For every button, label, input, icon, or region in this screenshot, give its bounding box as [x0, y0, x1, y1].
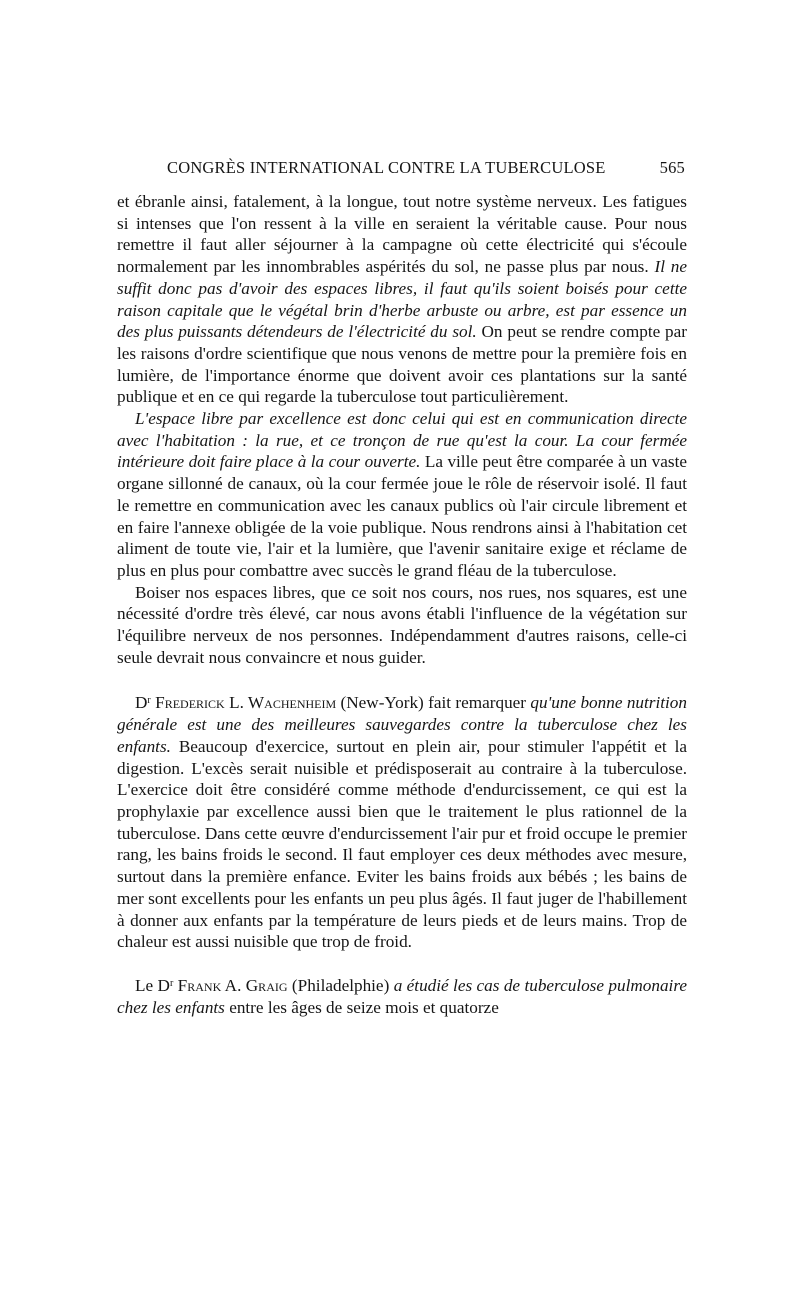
paragraph-2: L'espace libre par excellence est donc celui qui est en communication directe avec l'habitation : la rue, et ce tronçon de rue qu'est la cour. La cour fermée intérieure doit faire place à la cour ouverte. La ville peut être comparée à un vaste organe sillonné de canaux, où la cour fermée joue le rôle de réservoir isolé. Il faut le remettre en communication avec les canaux publics où l'air circule librement et en faire l'annexe obligée de la voie publique. Nous rendrons ainsi à l'habitation cet aliment de toute vie, l'air et la lumière, que l'avenir sanitaire exige et réclame de plus en plus pour combattre avec succès le grand fléau de la tuberculose. [117, 409, 687, 580]
paragraph-3: Boiser nos espaces libres, que ce soit nos cours, nos rues, nos squares, est une nécessité d'ordre très élevé, car nous avons établi l'influence de la végétation sur l'équilibre nerveux de nos personnes. Indépendamment d'autres raisons, celle-ci seule devrait nous convaincre et nous guider. [117, 582, 687, 667]
author-name: Frederick L. Wachenheim [155, 693, 337, 713]
emphasis: L'espace libre par excellence est donc celui qui est en communication directe avec l'habitation : la rue, et ce tronçon de rue qu'est la cour. La cour fermée intérieure doit faire place à la cour ouverte. [117, 409, 687, 472]
paragraph-5: Le $D^r$ Frank A. Graig (Philadelphie) a étudié les cas de tuberculose pulmonaire chez les enfants entre les âges de seize mois et quatorze [117, 975, 687, 1017]
author-name: Frank A. Graig [177, 975, 288, 995]
paragraph-4: $D^r$ Frederick L. Wachenheim (New-York) fait remarquer qu'une bonne nutrition générale est une des meilleures sauvegardes contre la tuberculose chez les enfants. Beaucoup d'exercice, surtout en plein air, pour stimuler l'appétit et la digestion. L'excès serait nuisible et prédisposerait au contraire à la tuberculose. L'exercice doit être considéré comme méthode d'endurcissement, ce qui est la prophylaxie par excellence aussi bien que le traitement le plus rationnel de la tuberculose. Dans cette œuvre d'endurcissement l'air pur et froid occupe le premier rang, les bains froids le second. Il faut employer ces deux méthodes avec mesure, surtout dans la première enfance. Eviter les bains froids aux bébés ; les bains de mer sont excellents pour les enfants un peu plus âgés. Il faut juger de l'habillement à donner aux enfants par la température de leurs pieds et de leurs mains. Trop de chaleur est aussi nuisible que trop de froid. [117, 693, 687, 952]
paragraph-1: et ébranle ainsi, fatalement, à la longue, tout notre système nerveux. Les fatigues si intenses que l'on ressent à la ville en seraient la véritable cause. Pour nous remettre il faut aller séjourner à la campagne où cette électricité qui s'écoule normalement par les innombrables aspérités du sol, ne passe plus par nous. Il ne suffit donc pas d'avoir des espaces libres, il faut qu'ils soient boisés pour cette raison capitale que le végétal brin d'herbe arbuste ou arbre, est par essence un des plus puissants détendeurs de l'électricité du sol. On peut se rendre compte par les raisons d'ordre scientifique que nous venons de mettre pour la première fois en lumière, de l'importance énorme que doivent avoir ces plantations sur la santé publique et en ce qui regarde la tuberculose tout particulièrement. [117, 192, 687, 407]
emphasis: qu'une bonne nutrition générale est une des meilleures sauvegardes contre la tuberculose chez les enfants. [117, 693, 687, 756]
running-header [167, 157, 685, 179]
page-number: 565 [659, 158, 685, 177]
body-text [117, 191, 687, 1018]
emphasis: a étudié les cas de tuberculose pulmonaire chez les enfants [117, 975, 687, 1017]
running-title: CONGRÈS INTERNATIONAL CONTRE LA TUBERCULOSE [167, 158, 606, 177]
emphasis: Il ne suffit donc pas d'avoir des espaces libres, il faut qu'ils soient boisés pour cette raison capitale que le végétal brin d'herbe arbuste ou arbre, est par essence un des plus puissants détendeurs de l'électricité du sol. [117, 257, 687, 342]
